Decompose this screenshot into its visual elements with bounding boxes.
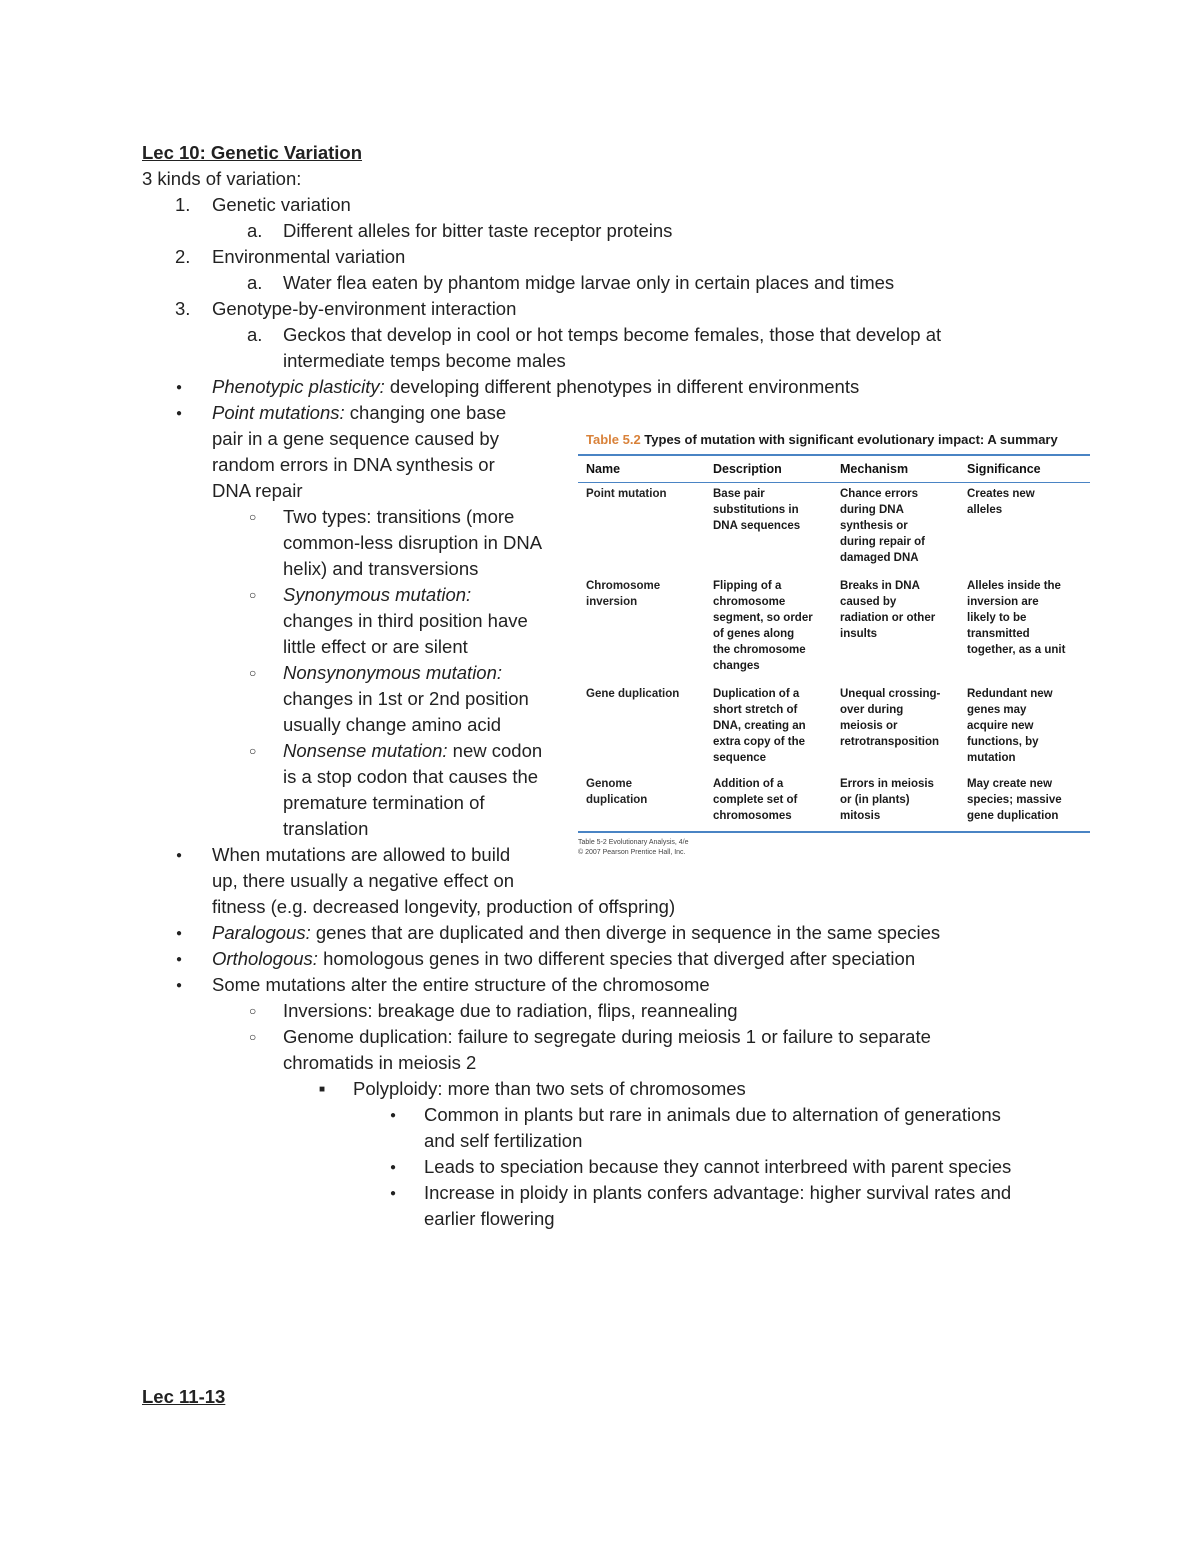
cell-line: Creates new: [967, 488, 1035, 500]
text-line: changes in 1st or 2nd position: [283, 688, 529, 709]
col-header-significance: Significance: [967, 462, 1041, 476]
table-cell-mech: [840, 686, 940, 750]
credit-line: © 2007 Pearson Prentice Hall, Inc.: [578, 849, 686, 856]
circle-bullet-icon: [249, 998, 256, 1026]
header-rule: [578, 482, 1090, 483]
definition: new codon: [447, 740, 543, 761]
cell-line: caused by: [840, 596, 897, 608]
cell-line: insults: [840, 628, 878, 640]
table-cell-name: [586, 776, 647, 808]
text-line: Increase in ploidy in plants confers advantage: higher survival rates and: [424, 1182, 1012, 1203]
text-line: Genome duplication: failure to segregate during meiosis 1 or failure to separate: [283, 1026, 931, 1047]
bullet-icon: [176, 842, 182, 872]
list-number: 3.: [175, 298, 191, 319]
cell-line: Addition of a: [713, 778, 784, 790]
table-cell-sig: [967, 776, 1062, 824]
text-line: DNA repair: [212, 480, 303, 501]
cell-line: during repair of: [840, 536, 925, 548]
table-cell-sig: [967, 486, 1035, 518]
text-line: changes in third position have: [283, 610, 528, 631]
text-line: Common in plants but rare in animals due to alternation of generations: [424, 1104, 1001, 1125]
list-subitem-cont: intermediate temps become males: [283, 350, 566, 371]
text-line: pair in a gene sequence caused by: [212, 428, 499, 449]
term: Orthologous:: [212, 948, 318, 969]
cell-line: mitosis: [840, 810, 881, 822]
cell-line: Duplication of a: [713, 688, 800, 700]
cell-line: duplication: [586, 794, 648, 806]
cell-line: segment, so order: [713, 612, 813, 624]
figure-caption: [586, 432, 1058, 447]
cell-line: or (in plants): [840, 794, 910, 806]
cell-line: extra copy of the: [713, 736, 806, 748]
cell-line: Gene duplication: [586, 688, 680, 700]
text-line: helix) and transversions: [283, 558, 479, 579]
cell-line: chromosome: [713, 596, 786, 608]
list-subitem: Geckos that develop in cool or hot temps become females, those that develop at: [283, 324, 942, 345]
caption-text: Types of mutation with significant evolutionary impact: A summary: [640, 432, 1058, 447]
term: Nonsynonymous mutation:: [283, 662, 503, 683]
list-letter: a.: [247, 272, 263, 293]
text-line: usually change amino acid: [283, 714, 502, 735]
term: Phenotypic plasticity:: [212, 376, 385, 397]
text-line: up, there usually a negative effect on: [212, 870, 515, 891]
cell-line: gene duplication: [967, 810, 1059, 822]
circle-bullet-icon: [249, 582, 256, 610]
term: Synonymous mutation:: [283, 584, 472, 605]
cell-line: meiosis or: [840, 720, 898, 732]
definition: genes that are duplicated and then diverge in sequence in the same species: [310, 922, 941, 943]
intro-text: 3 kinds of variation:: [142, 168, 302, 189]
list-item: Genotype-by-environment interaction: [212, 298, 517, 319]
table-cell-desc: [713, 686, 806, 766]
cell-line: changes: [713, 660, 760, 672]
text-line: little effect or are silent: [283, 636, 468, 657]
bullet-icon: [390, 1180, 396, 1210]
circle-bullet-icon: [249, 738, 256, 766]
cell-line: alleles: [967, 504, 1003, 516]
cell-line: Point mutation: [586, 488, 667, 500]
bullet-icon: [176, 400, 182, 430]
cell-line: species; massive: [967, 794, 1062, 806]
table-cell-desc: [713, 578, 813, 674]
text-line: Polyploidy: more than two sets of chromosomes: [353, 1078, 746, 1099]
cell-line: damaged DNA: [840, 552, 919, 564]
table-top-rule: [578, 454, 1090, 456]
definition: changing one base: [344, 402, 507, 423]
term: Point mutations:: [212, 402, 345, 423]
cell-line: Breaks in DNA: [840, 580, 920, 592]
cell-line: Genome: [586, 778, 633, 790]
text-line: and self fertilization: [424, 1130, 583, 1151]
cell-line: acquire new: [967, 720, 1034, 732]
text-line: chromatids in meiosis 2: [283, 1052, 477, 1073]
cell-line: inversion are: [967, 596, 1039, 608]
table-cell-name: [586, 686, 679, 702]
list-number: 2.: [175, 246, 191, 267]
circle-bullet-icon: [249, 1024, 256, 1052]
cell-line: synthesis or: [840, 520, 908, 532]
term-nonsense: [283, 738, 542, 764]
list-number: 1.: [175, 194, 191, 215]
bullet-point-mutations: [212, 400, 506, 426]
bullet-plasticity: [212, 374, 859, 400]
list-subitem: Water flea eaten by phantom midge larvae only in certain places and times: [283, 272, 895, 293]
cell-line: transmitted: [967, 628, 1030, 640]
cell-line: Errors in meiosis: [840, 778, 934, 790]
col-header-name: Name: [586, 462, 621, 476]
text-line: random errors in DNA synthesis or: [212, 454, 495, 475]
circle-bullet-icon: [249, 504, 256, 532]
page-title: Lec 10: Genetic Variation: [142, 142, 363, 163]
text-line: Inversions: breakage due to radiation, flips, reannealing: [283, 1000, 738, 1021]
table-cell-mech: [840, 776, 934, 824]
col-header-description: Description: [713, 462, 782, 476]
text-line: translation: [283, 818, 369, 839]
table-cell-mech: [840, 486, 925, 566]
bullet-icon: [390, 1102, 396, 1132]
text-line: premature termination of: [283, 792, 485, 813]
list-letter: a.: [247, 324, 263, 345]
figure-credit: [578, 838, 689, 858]
cell-line: DNA, creating an: [713, 720, 806, 732]
cell-line: together, as a unit: [967, 644, 1066, 656]
caption-number: Table 5.2: [586, 432, 641, 447]
cell-line: Chance errors: [840, 488, 918, 500]
table-cell-sig: [967, 686, 1053, 766]
cell-line: likely to be: [967, 612, 1027, 624]
cell-line: the chromosome: [713, 644, 806, 656]
list-letter: a.: [247, 220, 263, 241]
table-cell-name: [586, 486, 667, 502]
cell-line: Alleles inside the: [967, 580, 1061, 592]
table-cell-name: [586, 578, 660, 610]
cell-line: substitutions in: [713, 504, 799, 516]
term-synonymous: [283, 582, 471, 608]
cell-line: Chromosome: [586, 580, 661, 592]
cell-line: chromosomes: [713, 810, 792, 822]
col-header-mechanism: Mechanism: [840, 462, 909, 476]
cell-line: Base pair: [713, 488, 765, 500]
definition: developing different phenotypes in different environments: [384, 376, 860, 397]
table-cell-desc: [713, 776, 797, 824]
next-lecture-heading: Lec 11-13: [142, 1386, 226, 1407]
table-cell-desc: [713, 486, 800, 534]
table-cell-sig: [967, 578, 1065, 658]
bullet-paralogous: [212, 920, 940, 946]
bullet-icon: [176, 972, 182, 1002]
cell-line: inversion: [586, 596, 638, 608]
credit-line: Table 5-2 Evolutionary Analysis, 4/e: [578, 839, 689, 846]
list-subitem: Different alleles for bitter taste receptor proteins: [283, 220, 673, 241]
cell-line: over during: [840, 704, 904, 716]
text-line: fitness (e.g. decreased longevity, production of offspring): [212, 896, 676, 917]
list-item: Environmental variation: [212, 246, 406, 267]
term-nonsynonymous: [283, 660, 502, 686]
cell-line: short stretch of: [713, 704, 798, 716]
text-line: Leads to speciation because they cannot interbreed with parent species: [424, 1156, 1012, 1177]
term: Paralogous:: [212, 922, 311, 943]
text-line: Two types: transitions (more: [283, 506, 515, 527]
cell-line: during DNA: [840, 504, 904, 516]
cell-line: Unequal crossing-: [840, 688, 941, 700]
term: Nonsense mutation:: [283, 740, 448, 761]
table-bottom-rule: [578, 831, 1090, 833]
bullet-orthologous: [212, 946, 915, 972]
cell-line: genes may: [967, 704, 1027, 716]
text-line: is a stop codon that causes the: [283, 766, 539, 787]
cell-line: DNA sequences: [713, 520, 801, 532]
cell-line: May create new: [967, 778, 1053, 790]
cell-line: radiation or other: [840, 612, 936, 624]
cell-line: mutation: [967, 752, 1016, 764]
list-item: Genetic variation: [212, 194, 351, 215]
cell-line: Redundant new: [967, 688, 1053, 700]
cell-line: functions, by: [967, 736, 1039, 748]
cell-line: complete set of: [713, 794, 798, 806]
cell-line: of genes along: [713, 628, 795, 640]
mutation-table-figure: [578, 430, 1090, 864]
definition: homologous genes in two different species that diverged after speciation: [317, 948, 916, 969]
cell-line: Flipping of a: [713, 580, 782, 592]
text-line: earlier flowering: [424, 1208, 555, 1229]
square-bullet-icon: [319, 1076, 325, 1106]
circle-bullet-icon: [249, 660, 256, 688]
table-cell-mech: [840, 578, 935, 642]
cell-line: sequence: [713, 752, 767, 764]
text-line: When mutations are allowed to build: [212, 844, 511, 865]
text-line: common-less disruption in DNA: [283, 532, 543, 553]
cell-line: retrotransposition: [840, 736, 940, 748]
text-line: Some mutations alter the entire structure of the chromosome: [212, 974, 710, 995]
